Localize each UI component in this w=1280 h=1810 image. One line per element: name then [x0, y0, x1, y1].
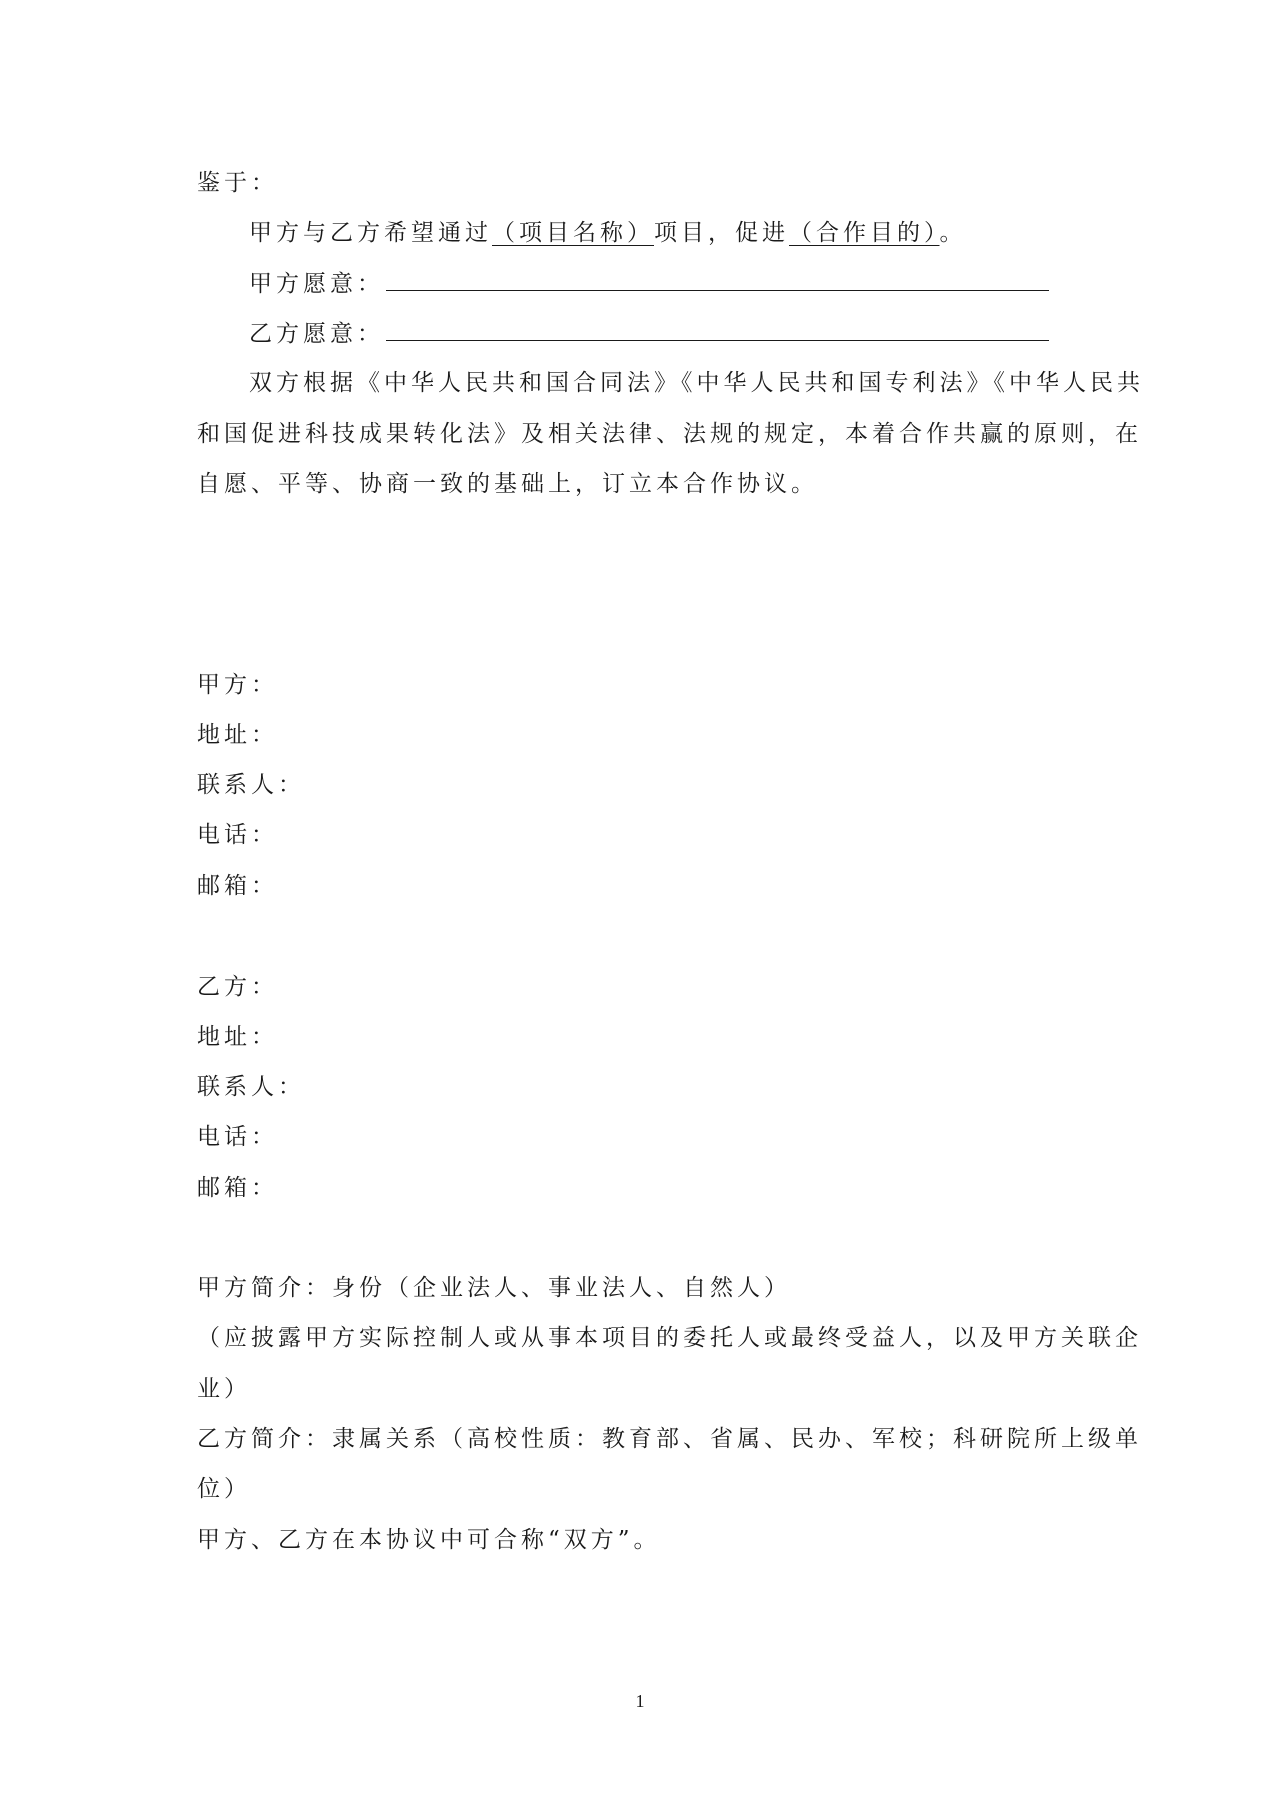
cooperation-goal-placeholder: （合作目的）	[789, 220, 940, 246]
party-a-contact: 联系人：	[197, 772, 305, 798]
party-b-phone: 电话：	[197, 1124, 278, 1150]
basis-line-2: 和国促进科技成果转化法》及相关法律、法规的规定，本着合作共赢的原则，在	[197, 421, 1142, 447]
party-a-disclosure-line-1: （应披露甲方实际控制人或从事本项目的委托人或最终受益人，以及甲方关联企	[197, 1325, 1142, 1351]
party-b-wish	[249, 318, 1049, 349]
joint-name-clause: 甲方、乙方在本协议中可合称“双方”。	[197, 1527, 661, 1553]
party-b-address: 地址：	[197, 1024, 278, 1050]
party-a-wish-label: 甲方愿意：	[249, 271, 384, 297]
party-b-email: 邮箱：	[197, 1175, 278, 1201]
party-b-contact: 联系人：	[197, 1074, 305, 1100]
party-b-wish-label: 乙方愿意：	[249, 321, 384, 347]
party-a-address: 地址：	[197, 722, 278, 748]
purpose-sentence	[249, 218, 967, 248]
party-a-email: 邮箱：	[197, 873, 278, 899]
preamble-heading: 鉴于：	[197, 170, 278, 196]
party-b-affiliation-line-2: 位）	[197, 1476, 251, 1502]
purpose-prefix: 甲方与乙方希望通过	[249, 220, 492, 246]
basis-line-1: 双方根据《中华人民共和国合同法》《中华人民共和国专利法》《中华人民共	[249, 370, 1144, 396]
party-a-wish-blank	[386, 268, 1049, 291]
party-a-name: 甲方：	[197, 672, 278, 698]
party-b-affiliation-line-1: 乙方简介：隶属关系（高校性质：教育部、省属、民办、军校；科研院所上级单	[197, 1426, 1142, 1452]
purpose-middle: 项目，促进	[654, 220, 789, 246]
purpose-end: 。	[939, 220, 967, 246]
page-number: 1	[635, 1691, 645, 1711]
party-b-wish-blank	[386, 318, 1049, 341]
project-name-placeholder: （项目名称）	[492, 220, 654, 246]
party-a-phone: 电话：	[197, 822, 278, 848]
basis-line-3: 自愿、平等、协商一致的基础上，订立本合作协议。	[197, 471, 818, 497]
party-b-name: 乙方：	[197, 974, 278, 1000]
party-a-disclosure-line-2: 业）	[197, 1376, 251, 1402]
party-a-wish	[249, 268, 1049, 299]
party-a-identity: 甲方简介：身份（企业法人、事业法人、自然人）	[197, 1275, 791, 1301]
